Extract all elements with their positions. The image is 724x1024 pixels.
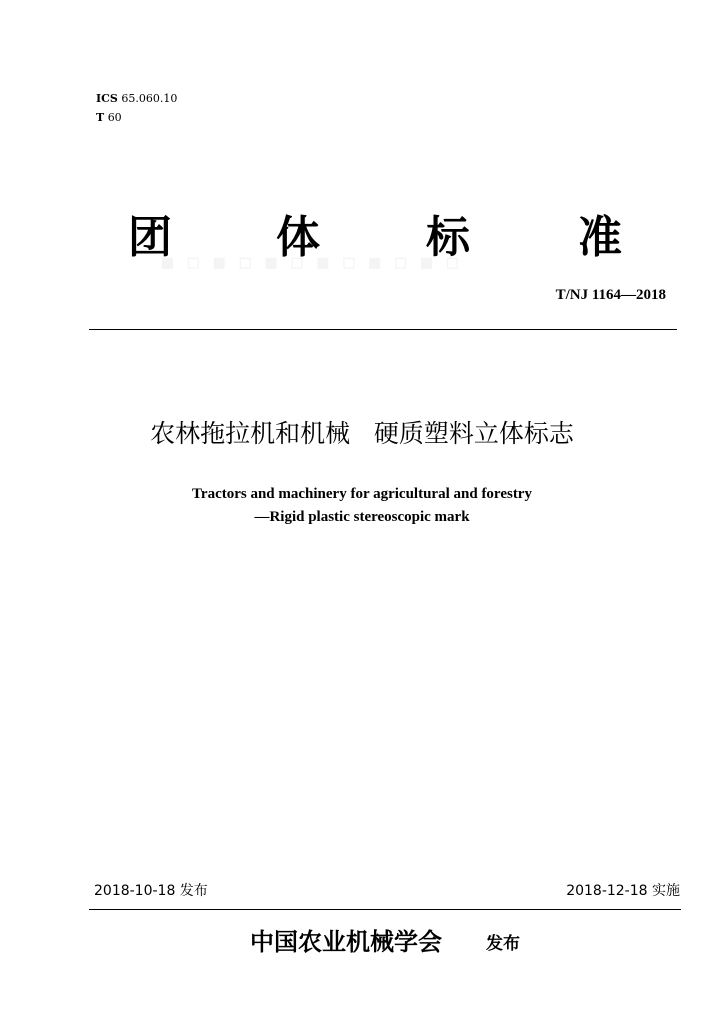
ics-label: ICS: [96, 92, 118, 105]
ics-value: 65.060.10: [121, 92, 178, 105]
heading-char-2: 体: [276, 212, 320, 263]
standard-number: T/NJ 1164—2018: [555, 287, 666, 303]
implementation-date: 2018-12-18 实施: [566, 883, 680, 899]
publisher-name: 中国农业机械学会: [250, 928, 442, 956]
bottom-divider: [89, 909, 681, 910]
ccs-code: [96, 111, 122, 125]
english-title-line-1: Tractors and machinery for agricultural and forestry: [192, 486, 532, 502]
ccs-value: 60: [107, 111, 122, 124]
ics-code: [96, 92, 177, 106]
top-divider: [89, 329, 677, 330]
issue-date: 2018-10-18 发布: [94, 883, 208, 899]
ccs-label: T: [96, 111, 105, 124]
document-type-heading: [100, 210, 660, 275]
publish-label: 发布: [486, 934, 520, 954]
english-title-line-2: —Rigid plastic stereoscopic mark: [254, 509, 470, 525]
heading-char-4: 准: [578, 212, 622, 263]
chinese-title: 农林拖拉机和机械 硬质塑料立体标志: [150, 419, 574, 448]
heading-char-3: 标: [426, 212, 470, 263]
heading-char-1: 团: [128, 212, 172, 263]
faint-watermark: ▪ ▫ ▪ ▫ ▪ ▫ ▪ ▫ ▪ ▫ ▪ ▫: [160, 250, 462, 275]
